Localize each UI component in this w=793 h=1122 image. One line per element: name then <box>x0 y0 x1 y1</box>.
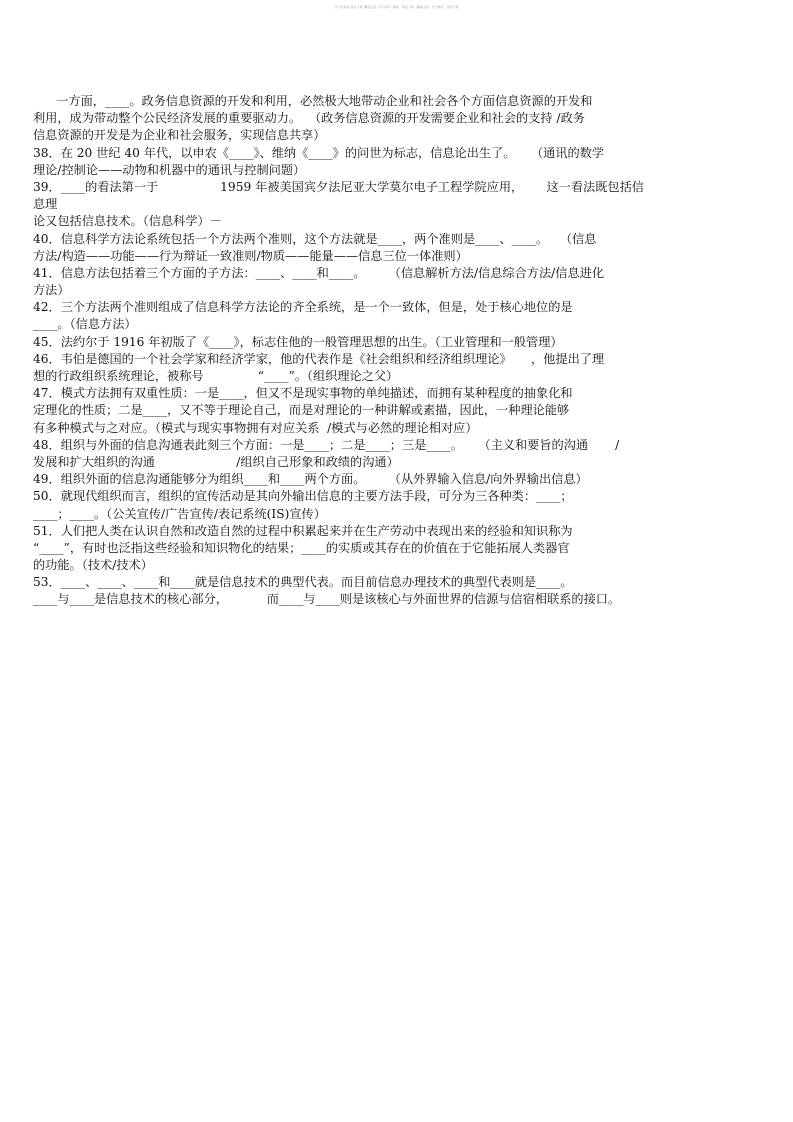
question-49: 49．组织外面的信息沟通能够分为组织____和____两个方面。 （从外界输入信息/向外界输出信息） <box>33 472 588 487</box>
text-line: 方法） <box>33 283 70 298</box>
text-line: 想的行政组织系统理论，被称号 “____”。（组织理论之父） <box>33 369 399 383</box>
text-line: 理论/控制论——动物和机器中的通讯与控制问题） <box>33 162 306 177</box>
question-40: 40．信息科学方法论系统包括一个方法两个准则，这个方法就是____，两个准则是____、____。 （信息 <box>33 231 597 246</box>
question-48: 48．组织与外面的信息沟通表此刻三个方面：一是____；二是____；三是____。 （主义和要旨的沟通 / <box>33 437 620 452</box>
question-53: 53．____、____、____和____就是信息技术的典型代表。而目前信息办理技术的典型代表则是____。 <box>33 575 573 590</box>
text-line: 息理 <box>33 197 58 212</box>
text-line: 发展和扩大组织的沟通 /组织自己形象和政绩的沟通） <box>33 454 399 469</box>
text-line: 论又包括信息技术。（信息科学）－ <box>33 214 222 229</box>
page-header: 学习好资料 欢迎下载 ·精品文档· 学习资料 · 精品 · 欢迎下载 · 精品文档 · 学习资料 · 欢迎下载 <box>334 5 459 9</box>
text-line: 利用，成为带动整个公民经济发展的重要驱动力。 （政务信息资源的开发需要企业和社会的支持 /政务 <box>33 111 585 126</box>
question-47: 47．模式方法拥有双重性质：一是____，但又不是现实事物的单纯描述，而拥有某种程度的抽象化和 <box>33 386 573 401</box>
text-line: 一方面，____。政务信息资源的开发和利用，必然极大地带动企业和社会各个方面信息资源的开发和 <box>33 94 593 108</box>
text-line: 的功能。（技术/技术） <box>33 558 153 573</box>
question-38: 38．在 20 世纪 40 年代，以申农《____》、维纳《____》的问世为标志，信息论出生了。 （通讯的数学 <box>33 145 605 160</box>
question-50: 50．就现代组织而言，组织的宣传活动是其向外输出信息的主要方法手段，可分为三各种类：____； <box>33 489 573 504</box>
text-line: 方法/构造——功能——行为辩证一致准则/物质——能量——信息三位一体准则） <box>33 248 468 263</box>
text-line: ____。（信息方法） <box>33 317 137 332</box>
question-39: 39．____的看法第一于 1959 年被美国宾夕法尼亚大学莫尔电子工程学院应用， 这一看法既包括信 <box>33 179 644 194</box>
text-line: 信息资源的开发是为企业和社会服务，实现信息共享） <box>33 128 326 143</box>
question-46: 46．韦伯是德国的一个社会学家和经济学家，他的代表作是《社会组织和经济组织理论》 ，他提出了理 <box>33 351 605 366</box>
text-line: ____；____。（公关宣传/广告宣传/表记系统(IS)宣传） <box>33 506 326 521</box>
question-51: 51．人们把人类在认识自然和改造自然的过程中积累起来并在生产劳动中表现出来的经验和知识称为 <box>33 523 573 538</box>
question-45: 45．法约尔于 1916 年初版了《____》，标志住他的一般管理思想的出生。（工业管理和一般管理） <box>33 334 563 349</box>
text-line: 定理化的性质；二是____，又不等于理论自己，而是对理论的一种讲解或素描，因此，一种理论能够 <box>33 403 570 418</box>
question-42: 42．三个方法两个准则组成了信息科学方法论的齐全系统，是一个一致体，但是，处于核心地位的是 <box>33 300 573 315</box>
text-line: 有多种模式与之对应。（模式与现实事物拥有对应关系 /模式与必然的理论相对应） <box>33 420 478 435</box>
text-line: “____”，有时也泛指这些经验和知识物化的结果；____的实质或其存在的价值在于它能拓展人类器官 <box>33 540 570 555</box>
document-body <box>33 93 763 609</box>
text-line: ____与____是信息技术的核心部分， 而____与____则是该核心与外面世界的信源与信宿相联系的接口。 <box>33 592 621 607</box>
question-41: 41．信息方法包括着三个方面的子方法：____、____和____。 （信息解析方法/信息综合方法/信息进化 <box>33 265 605 280</box>
